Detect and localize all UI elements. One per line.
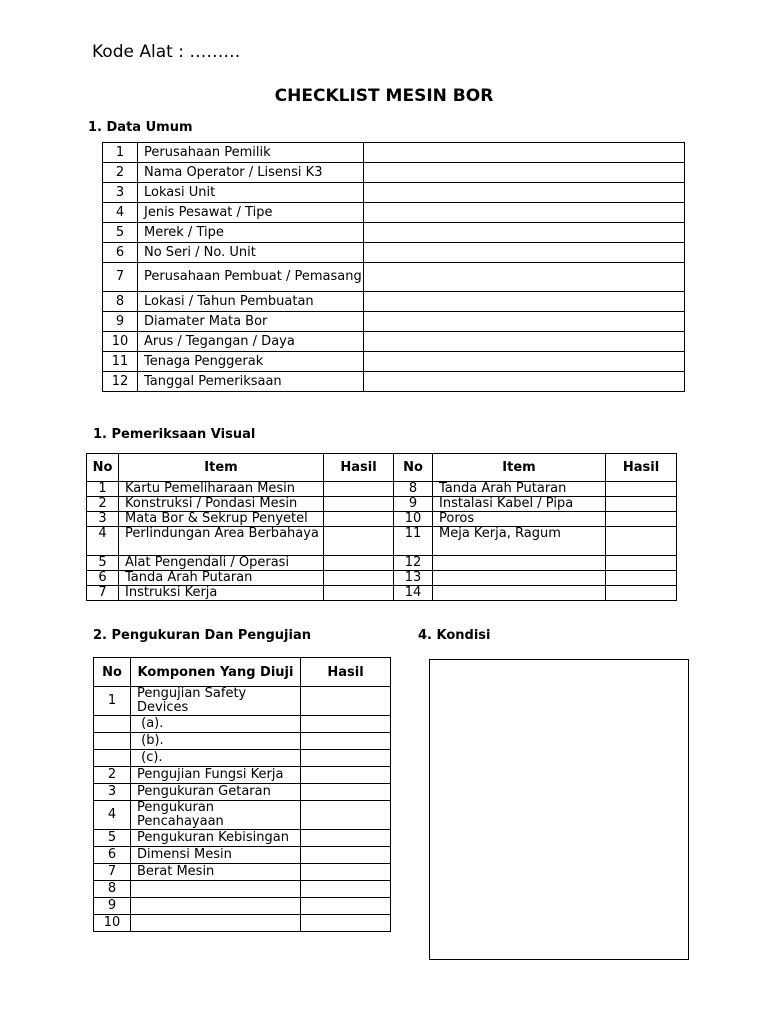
table-row: [103, 183, 685, 203]
row-number: 10: [394, 512, 433, 527]
hasil-cell[interactable]: [606, 482, 677, 497]
row-number: 6: [94, 847, 131, 864]
komponen-label: (b).: [131, 733, 301, 750]
row-label: Lokasi / Tahun Pembuatan: [138, 292, 364, 312]
value-cell[interactable]: [364, 263, 685, 292]
row-number: 7: [103, 263, 138, 292]
row-number: 1: [103, 143, 138, 163]
row-number: 10: [94, 915, 131, 932]
value-cell[interactable]: [364, 143, 685, 163]
row-label: Tanggal Pemeriksaan: [138, 372, 364, 392]
item-label: Konstruksi / Pondasi Mesin: [119, 497, 324, 512]
row-label: Perusahaan Pemilik: [138, 143, 364, 163]
hasil-cell[interactable]: [324, 571, 394, 586]
row-number: 5: [103, 223, 138, 243]
row-number: 1: [87, 482, 119, 497]
value-cell[interactable]: [364, 243, 685, 263]
pengukuran-pengujian-table: [93, 657, 391, 932]
section-heading-pemeriksaan-visual: 1. Pemeriksaan Visual: [93, 427, 256, 442]
table-row: [94, 881, 391, 898]
row-number: [94, 716, 131, 733]
komponen-label: [131, 915, 301, 932]
hasil-cell[interactable]: [324, 527, 394, 556]
col-header-no: No: [394, 454, 433, 482]
col-header-item: Item: [119, 454, 324, 482]
row-number: 4: [87, 527, 119, 556]
item-label: Mata Bor & Sekrup Penyetel: [119, 512, 324, 527]
table-row: [103, 203, 685, 223]
hasil-cell[interactable]: [301, 750, 391, 767]
row-number: [94, 750, 131, 767]
hasil-cell[interactable]: [301, 687, 391, 716]
item-label: Perlindungan Area Berbahaya: [119, 527, 324, 556]
item-label: Instruksi Kerja: [119, 586, 324, 601]
row-number: 9: [394, 497, 433, 512]
row-number: 3: [94, 784, 131, 801]
row-label: Nama Operator / Lisensi K3: [138, 163, 364, 183]
hasil-cell[interactable]: [606, 497, 677, 512]
table-row: [87, 571, 677, 586]
hasil-cell[interactable]: [324, 512, 394, 527]
table-row: [87, 527, 677, 556]
value-cell[interactable]: [364, 183, 685, 203]
section-heading-pengukuran-pengujian: 2. Pengukuran Dan Pengujian: [93, 628, 311, 643]
row-number: 9: [103, 312, 138, 332]
row-number: 8: [94, 881, 131, 898]
row-label: Diamater Mata Bor: [138, 312, 364, 332]
table-row: [94, 898, 391, 915]
hasil-cell[interactable]: [606, 586, 677, 601]
komponen-label: Pengujian Fungsi Kerja: [131, 767, 301, 784]
table-row: [103, 143, 685, 163]
hasil-cell[interactable]: [606, 527, 677, 556]
row-number: 7: [87, 586, 119, 601]
table-row: [94, 847, 391, 864]
value-cell[interactable]: [364, 352, 685, 372]
row-number: 5: [87, 556, 119, 571]
row-number: 14: [394, 586, 433, 601]
item-label: Instalasi Kabel / Pipa: [433, 497, 606, 512]
row-number: 2: [103, 163, 138, 183]
hasil-cell[interactable]: [324, 497, 394, 512]
row-number: 12: [394, 556, 433, 571]
row-number: 2: [94, 767, 131, 784]
kondisi-box[interactable]: [429, 659, 689, 960]
komponen-label: Pengukuran Kebisingan: [131, 830, 301, 847]
value-cell[interactable]: [364, 312, 685, 332]
hasil-cell[interactable]: [324, 586, 394, 601]
table-row: [103, 352, 685, 372]
table-row: [103, 223, 685, 243]
item-label: Tanda Arah Putaran: [433, 482, 606, 497]
row-number: 8: [394, 482, 433, 497]
row-number: 4: [94, 801, 131, 830]
row-number: 10: [103, 332, 138, 352]
komponen-label: Berat Mesin: [131, 864, 301, 881]
hasil-cell[interactable]: [606, 556, 677, 571]
hasil-cell[interactable]: [301, 864, 391, 881]
row-number: 2: [87, 497, 119, 512]
hasil-cell[interactable]: [301, 733, 391, 750]
row-number: 11: [103, 352, 138, 372]
page-title: CHECKLIST MESIN BOR: [274, 86, 494, 106]
table-row: [94, 915, 391, 932]
hasil-cell[interactable]: [301, 767, 391, 784]
item-label: [433, 571, 606, 586]
table-row: [94, 830, 391, 847]
item-label: Tanda Arah Putaran: [119, 571, 324, 586]
table-row: [94, 784, 391, 801]
row-number: 7: [94, 864, 131, 881]
table-row: [103, 243, 685, 263]
col-header-item: Item: [433, 454, 606, 482]
item-label: Poros: [433, 512, 606, 527]
table-row: [87, 556, 677, 571]
hasil-cell[interactable]: [301, 915, 391, 932]
item-label: Kartu Pemeliharaan Mesin: [119, 482, 324, 497]
komponen-label: Pengukuran Getaran: [131, 784, 301, 801]
row-label: Arus / Tegangan / Daya: [138, 332, 364, 352]
section-heading-data-umum: 1. Data Umum: [88, 120, 193, 135]
table-row: [94, 733, 391, 750]
komponen-label: [131, 898, 301, 915]
table-row: [103, 372, 685, 392]
row-number: 9: [94, 898, 131, 915]
row-label: No Seri / No. Unit: [138, 243, 364, 263]
row-label: Lokasi Unit: [138, 183, 364, 203]
hasil-cell[interactable]: [301, 881, 391, 898]
value-cell[interactable]: [364, 292, 685, 312]
table-header-row: [87, 454, 677, 482]
row-number: 8: [103, 292, 138, 312]
row-label: Merek / Tipe: [138, 223, 364, 243]
komponen-label: Pengukuran Pencahayaan: [131, 801, 301, 830]
hasil-cell[interactable]: [606, 512, 677, 527]
value-cell[interactable]: [364, 203, 685, 223]
row-number: [94, 733, 131, 750]
komponen-label: Dimensi Mesin: [131, 847, 301, 864]
table-row: [87, 497, 677, 512]
row-label: Jenis Pesawat / Tipe: [138, 203, 364, 223]
table-header-row: [94, 658, 391, 687]
table-row: [94, 767, 391, 784]
row-number: 11: [394, 527, 433, 556]
hasil-cell[interactable]: [606, 571, 677, 586]
section-heading-kondisi: 4. Kondisi: [418, 628, 491, 643]
item-label: [433, 586, 606, 601]
table-row: [94, 687, 391, 716]
row-number: 5: [94, 830, 131, 847]
table-row: [87, 586, 677, 601]
item-label: [433, 556, 606, 571]
table-row: [103, 263, 685, 292]
row-number: 4: [103, 203, 138, 223]
row-number: 3: [103, 183, 138, 203]
komponen-label: Pengujian Safety Devices: [131, 687, 301, 716]
value-cell[interactable]: [364, 163, 685, 183]
row-label: Tenaga Penggerak: [138, 352, 364, 372]
hasil-cell[interactable]: [301, 784, 391, 801]
table-row: [94, 750, 391, 767]
value-cell[interactable]: [364, 332, 685, 352]
pemeriksaan-visual-table: [86, 453, 677, 601]
col-header-hasil: Hasil: [606, 454, 677, 482]
row-label: Perusahaan Pembuat / Pemasang: [138, 263, 364, 292]
hasil-cell[interactable]: [301, 847, 391, 864]
hasil-cell[interactable]: [301, 801, 391, 830]
hasil-cell[interactable]: [301, 898, 391, 915]
komponen-label: (a).: [131, 716, 301, 733]
table-row: [94, 716, 391, 733]
col-header-no: No: [94, 658, 131, 687]
row-number: 6: [87, 571, 119, 586]
hasil-cell[interactable]: [324, 482, 394, 497]
hasil-cell[interactable]: [324, 556, 394, 571]
row-number: 6: [103, 243, 138, 263]
komponen-label: (c).: [131, 750, 301, 767]
table-row: [103, 292, 685, 312]
data-umum-table: [102, 142, 685, 392]
col-header-komponen: Komponen Yang Diuji: [131, 658, 301, 687]
row-number: 13: [394, 571, 433, 586]
item-label: Alat Pengendali / Operasi: [119, 556, 324, 571]
item-label: Meja Kerja, Ragum: [433, 527, 606, 556]
col-header-hasil: Hasil: [301, 658, 391, 687]
kode-alat-label: Kode Alat : ………: [92, 42, 241, 62]
value-cell[interactable]: [364, 223, 685, 243]
value-cell[interactable]: [364, 372, 685, 392]
table-row: [103, 312, 685, 332]
table-row: [94, 801, 391, 830]
col-header-no: No: [87, 454, 119, 482]
row-number: 3: [87, 512, 119, 527]
table-row: [103, 332, 685, 352]
row-number: 12: [103, 372, 138, 392]
table-row: [87, 512, 677, 527]
hasil-cell[interactable]: [301, 830, 391, 847]
row-number: 1: [94, 687, 131, 716]
col-header-hasil: Hasil: [324, 454, 394, 482]
hasil-cell[interactable]: [301, 716, 391, 733]
table-row: [103, 163, 685, 183]
komponen-label: [131, 881, 301, 898]
table-row: [94, 864, 391, 881]
table-row: [87, 482, 677, 497]
